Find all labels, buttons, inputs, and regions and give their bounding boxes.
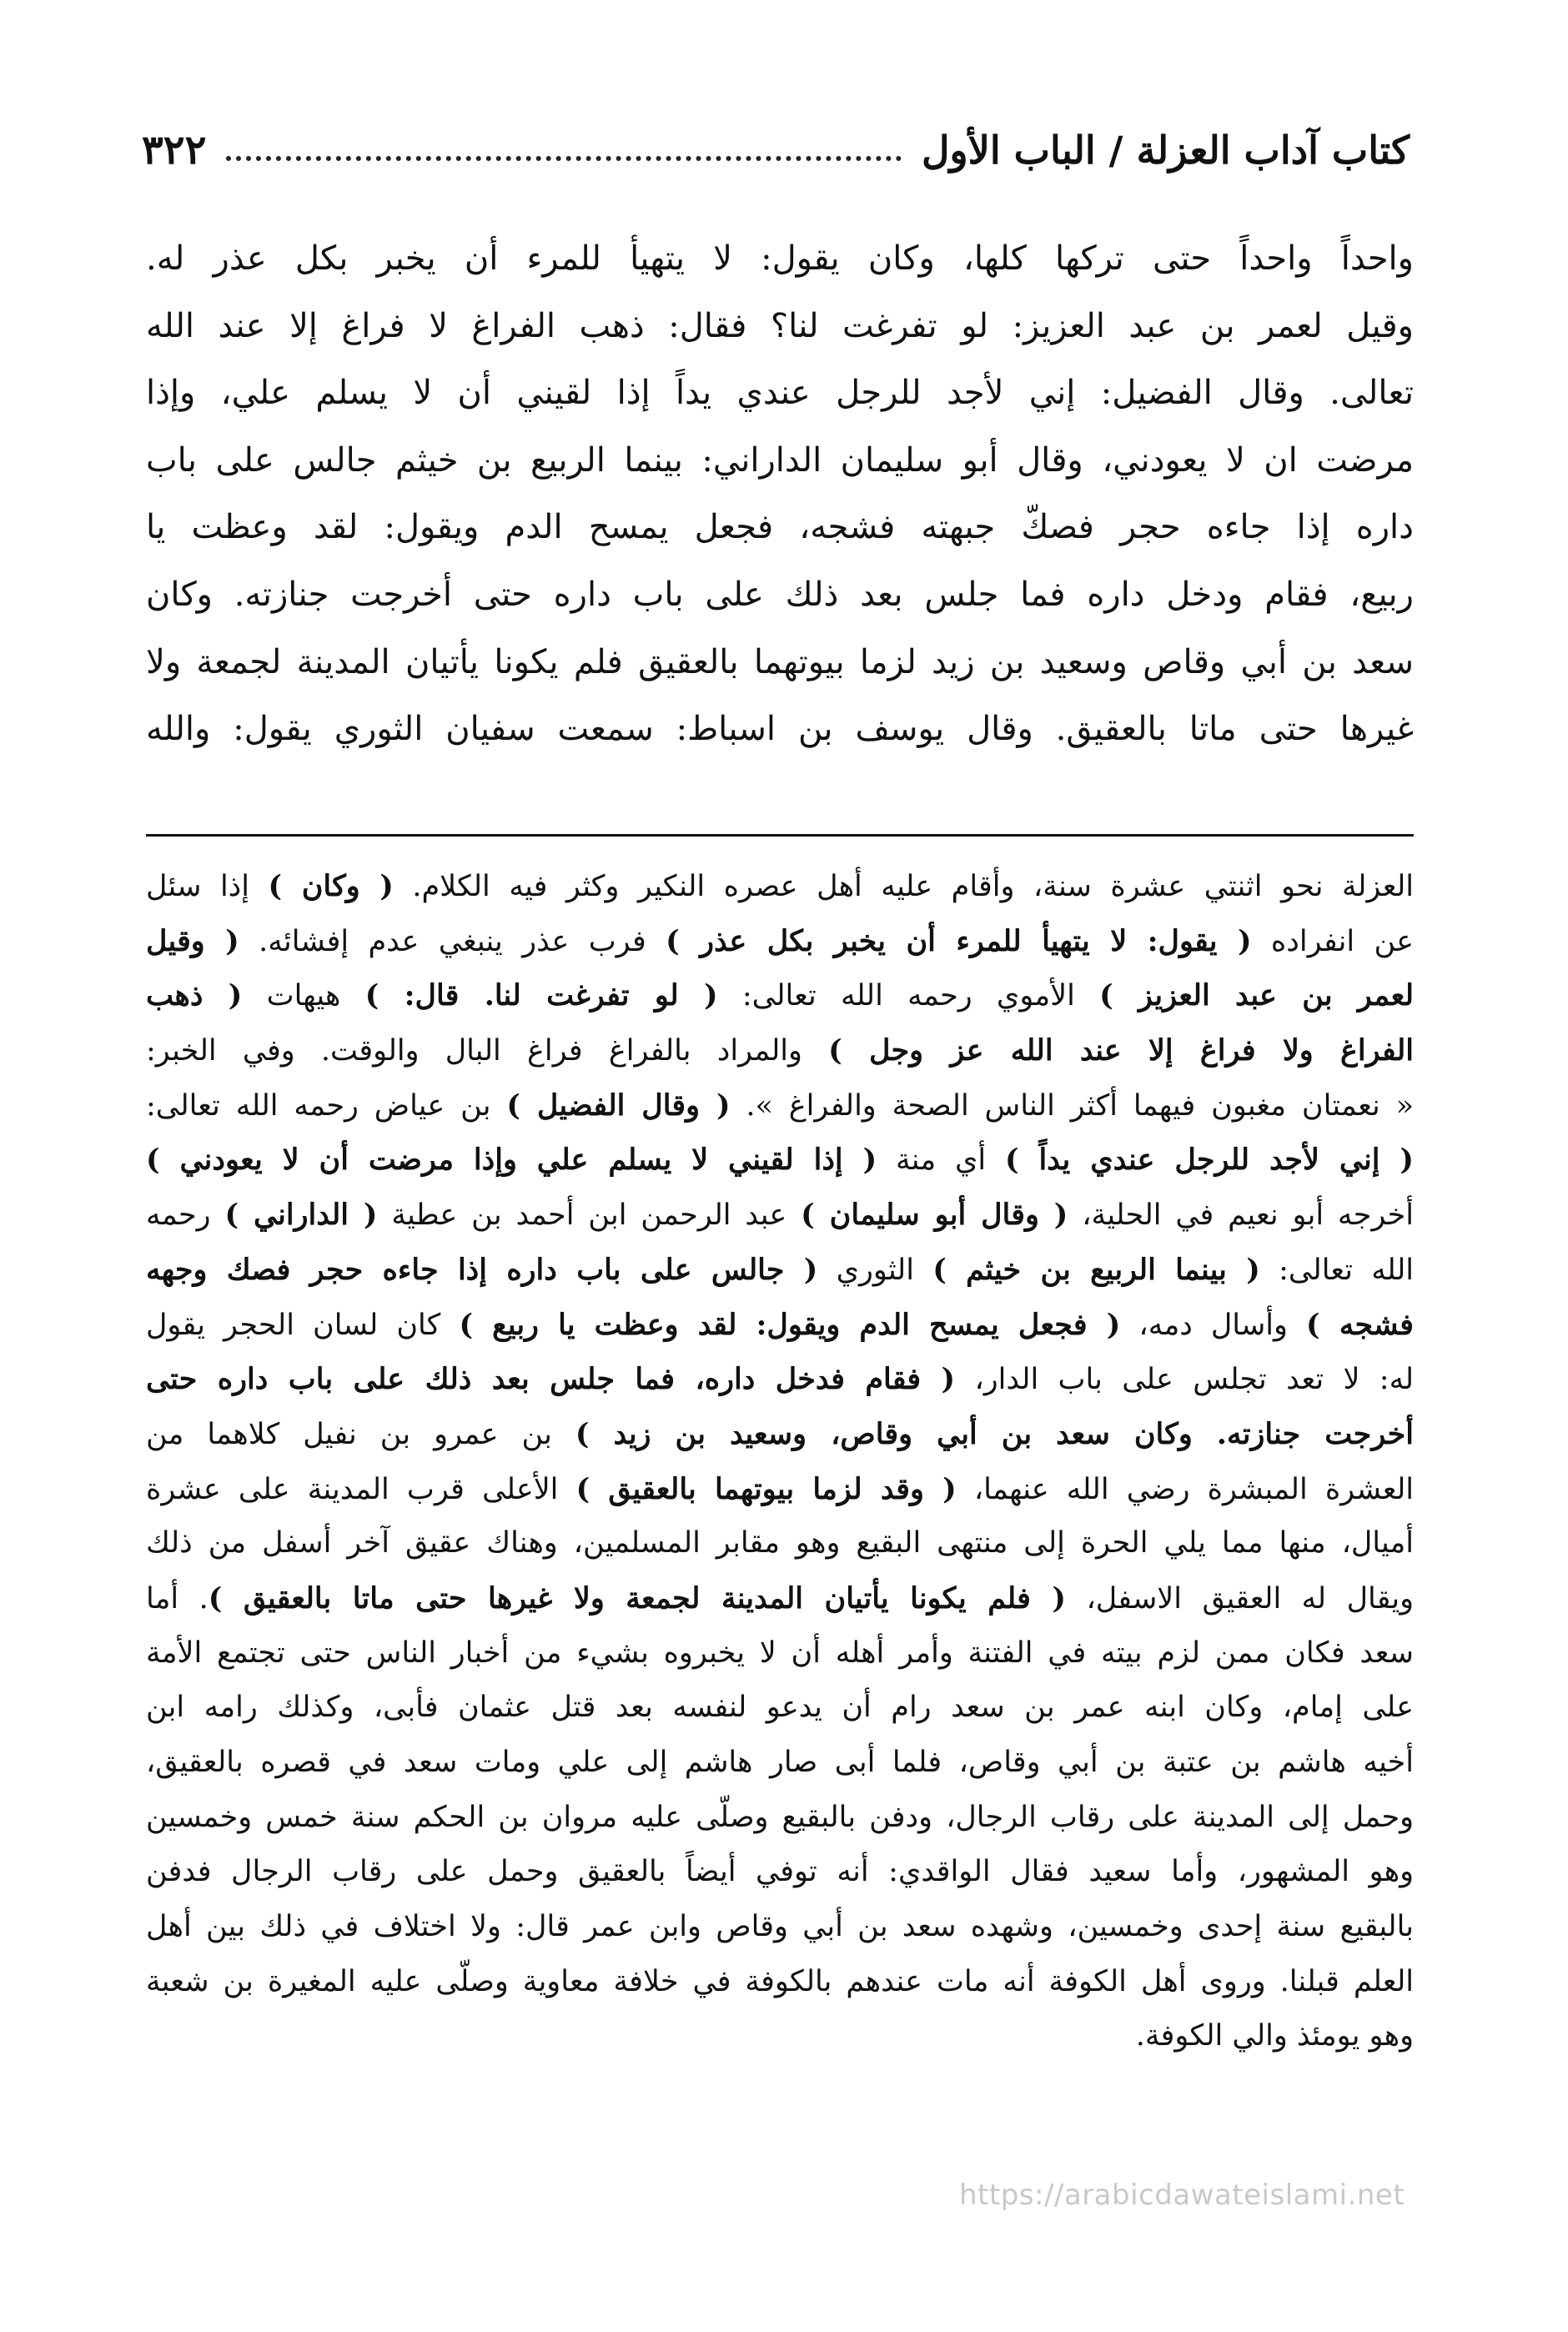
commentary-text: وأسال دمه، <box>1120 1308 1306 1342</box>
footnote-line <box>146 1955 1414 2010</box>
commentary-text: كان لسان الحجر يقول <box>146 1308 460 1342</box>
commentary-text: وهو المشهور، وأما سعيد فقال الواقدي: أنه توفي أيضاً بالعقيق وحمل على رقاب الرجال فدفن <box>146 1855 1414 1889</box>
commentary-text: رحمه <box>146 1199 225 1233</box>
commentary-text: وحمل إلى المدينة على رقاب الرجال، ودفن بالبقيع وصلّى عليه مروان بن الحكم سنة خمس وخمسين <box>146 1800 1414 1834</box>
watermark-url: https://arabicdawateislami.net <box>959 2179 1405 2212</box>
quoted-main-text: ( وقال الفضيل ) <box>506 1088 731 1123</box>
main-text-line: واحداً واحداً حتى تركها كلها، وكان يقول: لا يتهيأ للمرء أن يخبر بكل عذر له. <box>146 239 1414 278</box>
footnote-line <box>146 1298 1414 1353</box>
footnote-line <box>146 1188 1414 1243</box>
commentary-text: له: لا تعد تجلس على باب الدار، <box>955 1363 1414 1397</box>
commentary-text: إذا سئل <box>146 870 269 903</box>
footnote-line <box>146 1900 1414 1955</box>
main-text-line: ربيع، فقام ودخل داره فما جلس بعد ذلك على باب داره حتى أخرجت جنازته. وكان <box>146 575 1414 614</box>
footnote-line <box>146 1845 1414 1900</box>
commentary-text: أميال، منها مما يلي الحرة إلى منتهى البقيع وهو مقابر المسلمين، وهناك عقيق آخر أسفل من ذلك <box>146 1526 1414 1561</box>
commentary-text: عبد الرحمن ابن أحمد بن عطية <box>377 1199 802 1233</box>
footnote-line <box>146 968 1414 1023</box>
header-leader-dots <box>226 156 902 161</box>
footnote-line <box>146 1516 1414 1571</box>
commentary-text: عن انفراده <box>1251 924 1414 958</box>
commentary-text: ويقال له العقيق الاسفل، <box>1065 1581 1414 1616</box>
quoted-main-text: ( وقد لزما بيوتهما بالعقيق ) <box>575 1471 957 1506</box>
main-text-line: مرضت ان لا يعودني، وقال أبو سليمان الداراني: بينما الربيع بن خيثم جالس على باب <box>146 440 1414 480</box>
quoted-main-text: ( ذهب <box>146 978 243 1013</box>
footnote-line <box>146 1736 1414 1791</box>
commentary-text: العشرة المبشرة رضي الله عنهما، <box>956 1472 1414 1506</box>
quoted-main-text: ( فقام فدخل داره، فما جلس بعد ذلك على باب داره حتى <box>146 1362 956 1397</box>
footnote-line <box>146 1133 1414 1188</box>
footnote-line <box>146 859 1414 914</box>
header-title: كتاب آداب العزلة / الباب الأول <box>921 128 1410 173</box>
commentary-footnotes <box>146 859 1414 2064</box>
footnote-line <box>146 1626 1414 1681</box>
quoted-main-text: لعمر بن عبد العزيز ) <box>1099 978 1414 1013</box>
quoted-main-text: فشجه ) <box>1306 1307 1414 1342</box>
commentary-text: الله تعالى: <box>1259 1253 1414 1287</box>
commentary-text: وهو يومئذ والي الكوفة. <box>1135 2019 1414 2053</box>
quoted-main-text: ( لو تفرغت لنا. قال: ) <box>364 978 718 1013</box>
commentary-text: بن عياض رحمه الله تعالى: <box>146 1088 507 1123</box>
footnote-line <box>146 1243 1414 1298</box>
running-header <box>142 117 1410 183</box>
commentary-text: سعد فكان ممن لزم بيته في الفتنة وأمر أهله أن لا يخبروه بشيء من أخبار الناس حتى تجتمع الأمة <box>146 1636 1414 1670</box>
page-number: ٣٢٢ <box>142 127 207 173</box>
quoted-main-text: ( إني لأجد للرجل عندي يداً ) <box>1004 1143 1414 1178</box>
quoted-main-text: ( وكان ) <box>268 869 394 903</box>
quoted-main-text: ( يقول: لا يتهيأ للمرء أن يخبر بكل عذر ) <box>666 923 1252 958</box>
footnote-line <box>146 2009 1414 2064</box>
main-text-line: غيرها حتى ماتا بالعقيق. وقال يوسف بن اسباط: سمعت سفيان الثوري يقول: والله <box>146 710 1414 749</box>
quoted-main-text: ( إذا لقيني لا يسلم علي وإذا مرضت أن لا يعودني ) <box>146 1143 877 1178</box>
footnote-line <box>146 1407 1414 1462</box>
footnote-separator-rule <box>146 834 1414 837</box>
main-text <box>146 225 1414 763</box>
commentary-text: العزلة نحو اثنتي عشرة سنة، وأقام عليه أهل عصره النكير وكثر فيه الكلام. <box>393 870 1414 903</box>
commentary-text: الأعلى قرب المدينة على عشرة <box>146 1472 576 1506</box>
footnote-line <box>146 1571 1414 1626</box>
commentary-text: العلم قبلنا. وروى أهل الكوفة أنه مات عندهم بالكوفة في خلافة معاوية وصلّى عليه المغيرة بن شعبة <box>146 1964 1414 1998</box>
commentary-text: بن عمرو بن نفيل كلاهما من <box>146 1417 575 1451</box>
commentary-text: على إمام، وكان ابنه عمر بن سعد رام أن يدعو لنفسه بعد قتل عثمان فأبى، وكذلك رامه ابن <box>146 1691 1414 1725</box>
commentary-text: « نعمتان مغبون فيهما أكثر الناس الصحة والفراغ ». <box>730 1088 1414 1123</box>
quoted-main-text: ( فلم يكونا يأتيان المدينة لجمعة ولا غيرها حتى ماتا بالعقيق ) <box>208 1581 1066 1616</box>
footnote-line <box>146 1462 1414 1517</box>
commentary-text: أخرجه أبو نعيم في الحلية، <box>1068 1199 1414 1233</box>
footnote-line <box>146 1078 1414 1133</box>
main-text-line: تعالى. وقال الفضيل: إني لأجد للرجل عندي يداً إذا لقيني أن لا يسلم علي، وإذا <box>146 374 1414 413</box>
footnote-line <box>146 1023 1414 1078</box>
footnote-line <box>146 914 1414 969</box>
commentary-text: الأموي رحمه الله تعالى: <box>717 979 1100 1013</box>
commentary-text: أي منة <box>877 1143 1005 1178</box>
commentary-text: الثوري <box>817 1253 933 1287</box>
quoted-main-text: أخرجت جنازته. وكان سعد بن أبي وقاص، وسعيد بن زيد ) <box>575 1416 1414 1451</box>
quoted-main-text: ( جالس على باب داره إذا جاءه حجر فصك وجهه <box>146 1252 818 1287</box>
commentary-text: والمراد بالفراغ فراغ البال والوقت. وفي الخبر: <box>146 1034 829 1068</box>
commentary-text: فرب عذر ينبغي عدم إفشائه. <box>239 924 666 958</box>
footnote-line <box>146 1681 1414 1736</box>
main-text-line: داره إذا جاءه حجر فصكّ جبهته فشجه، فجعل يمسح الدم ويقول: لقد وعظت يا <box>146 508 1414 547</box>
footnote-line <box>146 1791 1414 1846</box>
commentary-text: أخيه هاشم بن عتبة بن أبي وقاص، فلما أبى صار هاشم إلى علي ومات سعد في قصره بالعقيق، <box>146 1746 1414 1779</box>
commentary-text: . أما <box>146 1581 209 1616</box>
footnote-line <box>146 1352 1414 1407</box>
commentary-text: بالبقيع سنة إحدى وخمسين، وشهده سعد بن أبي وقاص وابن عمر قال: ولا اختلاف في ذلك بين أهل <box>146 1910 1414 1944</box>
commentary-text: هيهات <box>242 979 365 1013</box>
quoted-main-text: ( وقيل <box>146 923 239 958</box>
main-text-line: وقيل لعمر بن عبد العزيز: لو تفرغت لنا؟ فقال: ذهب الفراغ لا فراغ إلا عند الله <box>146 306 1414 345</box>
quoted-main-text: ( الداراني ) <box>224 1198 378 1233</box>
main-text-line: سعد بن أبي وقاص وسعيد بن زيد لزما بيوتهما بالعقيق فلم يكونا يأتيان المدينة لجمعة ولا <box>146 642 1414 681</box>
quoted-main-text: الفراغ ولا فراغ إلا عند الله عز وجل ) <box>828 1033 1414 1068</box>
quoted-main-text: ( فجعل يمسح الدم ويقول: لقد وعظت يا ربيع ) <box>459 1307 1121 1342</box>
quoted-main-text: ( وقال أبو سليمان ) <box>801 1198 1068 1233</box>
quoted-main-text: ( بينما الربيع بن خيثم ) <box>932 1252 1260 1287</box>
